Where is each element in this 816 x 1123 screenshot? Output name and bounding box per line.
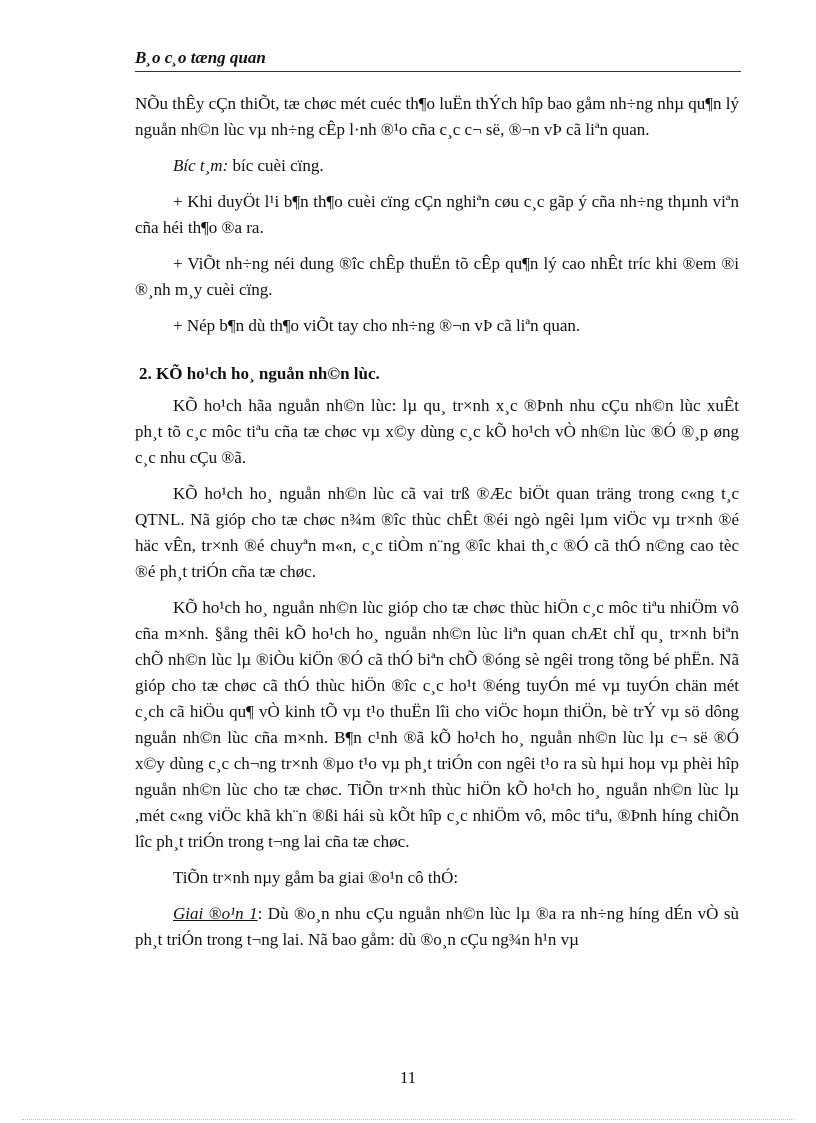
page-number: 11 xyxy=(399,1068,417,1087)
paragraph: KÕ ho¹ch hãa nguån nh©n lùc: lµ qu¸ tr×nh x¸c ®Þnh nhu cÇu nh©n lùc xuÊt ph¸t tõ c¸c môc tiªu cña tæ chøc vµ x©y dùng c¸c kÕ ho¹ch vÒ nh©n lùc ®Ó ®¸p øng c¸c nhu cÇu ®ã. xyxy=(135,396,739,467)
paragraph: TiÕn tr×nh nµy gåm ba giai ®o¹n cô thÓ: xyxy=(173,868,459,887)
paragraph: KÕ ho¹ch ho¸ nguån nh©n lùc gióp cho tæ chøc thùc hiÖn c¸c môc tiªu nhiÖm vô cña m×nh. §ång thêi kÕ ho¹ch ho¸ nguån nh©n lùc liªn quan chÆt chÏ qu¸ tr×nh biªn chÕ nh©n lùc lµ ®iÒu kiÖn ®Ó cã thÓ biªn chÕ ®óng sè ngêi trong tõng bé phËn. Nã gióp cho tæ chøc cã thÓ thùc hiÖn ®îc c¸c ho¹t ®éng tuyÓn mé vµ tuyÓn chän mét c¸ch cã hiÖu qu¶ vÒ kinh tÕ vµ t¹o thuËn lîi cho viÖc hoµn thiÖn, bè trÝ vµ sö dông nguån nh©n lùc cña m×nh. B¶n c¹nh ®ã kÕ ho¹ch ho¸ nguån nh©n lùc lµ c¬ së ®Ó x©y dùng c¸c ch¬ng tr×nh ®µo t¹o vµ ph¸t triÓn con ngêi t¹o ra sù hµi hoµ vµ phèi hîp nguån nh©n lùc cho tæ chøc. TiÕn tr×nh thùc hiÖn kÕ ho¹ch ho¸ nguån nh©n lùc lµ ,mét c«ng viÖc khã kh¨n ®ßi hái sù kÕt hîp c¸c nhiÖm vô, môc tiªu, ®Þnh híng chiÕn lîc ph¸t triÓn trong t¬ng lai cña tæ chøc. xyxy=(135,598,739,851)
stage-text: : Dù ®o¸n nhu cÇu nguån nh©n lùc lµ ®a ra nh÷ng híng dÉn vÒ sù ph¸t triÓn trong t¬ng lai. Nã bao gåm: dù ®o¸n cÇu ng¾n h¹n vµ xyxy=(135,904,739,949)
header-rule xyxy=(135,71,741,72)
step-paragraph xyxy=(135,153,739,179)
paragraph: KÕ ho¹ch ho¸ nguån nh©n lùc cã vai trß ®Æc biÖt quan träng trong c«ng t¸c QTNL. Nã gióp cho tæ chøc n¾m ®îc thùc chÊt ®éi ngò ngêi lµm viÖc vµ tr×nh ®é häc vÊn, tr×nh ®é chuyªn m«n, c¸c tiÒm n¨ng ®îc khai th¸c ®Ó cã thÓ n©ng cao tèc ®é ph¸t triÓn cña tæ chøc. xyxy=(135,484,739,581)
stage-paragraph xyxy=(135,901,739,953)
section-heading: 2. KÕ ho¹ch ho¸ nguån nh©n lùc. xyxy=(139,364,380,383)
document-body xyxy=(135,91,739,963)
running-header: B¸o c¸o tæng quan xyxy=(135,48,266,67)
stage-label: Giai ®o¹n 1 xyxy=(173,904,258,923)
footer-rule xyxy=(22,1119,794,1120)
bullet-paragraph: + Khi duyÖt l¹i b¶n th¶o cuèi cïng cÇn nghiªn cøu c¸c gãp ý cña nh÷ng thµnh viªn cña héi th¶o ®a ra. xyxy=(135,192,739,237)
paragraph: NÕu thÊy cÇn thiÕt, tæ chøc mét cuéc th¶o luËn thÝch hîp bao gåm nh÷ng nhµ qu¶n lý nguån nh©n lùc vµ nh÷ng cÊp l·nh ®¹o cña c¸c c¬ së, ®¬n vÞ cã liªn quan. xyxy=(135,94,739,139)
bullet-paragraph: + ViÕt nh÷ng néi dung ®îc chÊp thuËn tõ cÊp qu¶n lý cao nhÊt tríc khi ®em ®i ®¸nh m¸y cuèi cïng. xyxy=(135,254,739,299)
step-label: Bíc t¸m: xyxy=(173,156,229,175)
bullet-paragraph: + Nép b¶n dù th¶o viÕt tay cho nh÷ng ®¬n vÞ cã liªn quan. xyxy=(173,316,581,335)
step-text: bíc cuèi cïng. xyxy=(228,156,324,175)
